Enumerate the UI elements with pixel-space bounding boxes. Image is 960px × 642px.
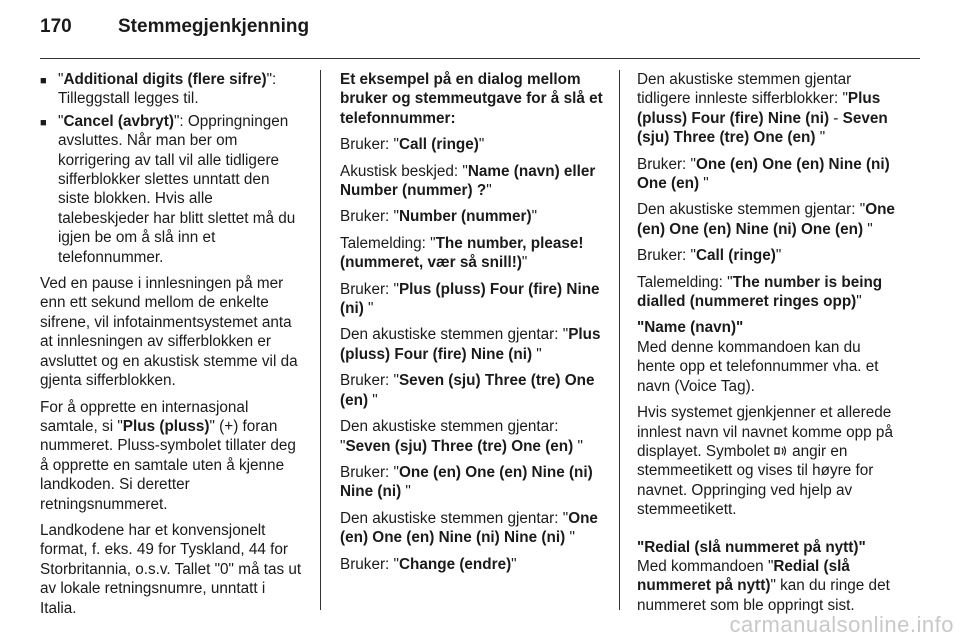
dialog-line [340, 509, 606, 548]
paragraph: Landkodene har et konvensjonelt format, f. eks. 49 for Tyskland, 44 for Storbritannia, o.s.v. Tallet "0" må tas ut av lokale retningsnumre, unntatt i Italia. [40, 521, 302, 617]
text: Bruker: " [637, 155, 696, 173]
text: " [856, 293, 862, 311]
text: Bruker: " [637, 247, 696, 265]
dialog-line [340, 371, 606, 410]
command-name: The number, please! (nummeret, vær så snill!) [340, 234, 584, 272]
column-divider [320, 70, 321, 610]
text: ": Tilleggstall legges til. [58, 71, 277, 108]
command-name: Call (ringe) [695, 247, 776, 265]
command-name: Cancel (avbryt) [63, 112, 174, 130]
paragraph [40, 398, 302, 514]
text: " [368, 391, 378, 409]
command-name: Redial (slå nummeret på nytt) [637, 557, 850, 595]
text: For å opprette en internasjonal samtale, si " [40, 398, 249, 435]
dialog-line [340, 162, 606, 201]
text: angir en stemmeetikett og vises til høyre for navnet. Oppringing ved hjelp av stemmeetikett. [637, 442, 874, 519]
text: Med kommandoen " [637, 557, 774, 575]
command-name: Additional digits (flere sifre) [63, 71, 267, 88]
command-name: Seven (sju) Three (tre) One (en) [637, 109, 888, 147]
command-name: Number (nummer) [398, 208, 532, 226]
dialog-line [637, 200, 901, 239]
text: Akustisk beskjed: " [340, 162, 468, 180]
column-2 [340, 70, 606, 581]
dialog-line [340, 325, 606, 364]
command-name: Plus (pluss) Four (fire) Nine (ni) [340, 326, 601, 363]
text: " [531, 208, 538, 226]
watermark: carmanualsonline.info [729, 612, 954, 637]
text: ": Oppringningen avsluttes. Når man ber om korrigering av tall vil alle tidligere sifferblokker slettes unntatt den siste blokken. Hvis alle talebeskjeder har blitt slettet må du igjen be om å slå inn et telefonnummer. [58, 112, 296, 266]
text: - [829, 109, 843, 127]
dialog-line [637, 246, 901, 265]
paragraph: Ved en pause i innlesningen på mer enn ett sekund mellom de enkelte sifrene, vil infotainmentsystemet anta at innlesningen av sifferblokken er avsluttet og en akustisk stemme vil da gjenta sifferblokken. [40, 275, 298, 390]
text: " [565, 529, 575, 547]
text: Den akustiske stemmen gjentar: " [340, 509, 569, 527]
paragraph [637, 557, 901, 615]
dialog-line [340, 555, 606, 574]
text: " [532, 345, 542, 363]
dialog-line [637, 155, 901, 194]
dialog-line [340, 135, 606, 154]
paragraph [637, 70, 901, 148]
dialog-line [637, 273, 901, 312]
text: Den akustiske stemmen gjentar: " [637, 201, 866, 219]
command-name: One (en) One (en) Nine (ni) Nine (ni) [340, 463, 593, 501]
text: " [478, 136, 485, 154]
header-rule [40, 58, 920, 59]
command-name: Plus (pluss) Four (fire) Nine (ni) [340, 280, 600, 318]
text: Bruker: " [340, 208, 399, 226]
paragraph: Med denne kommandoen kan du hente opp et telefonnummer vha. et navn (Voice Tag). [637, 338, 879, 395]
text: Den akustiske stemmen gjentar: " [340, 418, 559, 455]
text: " [815, 129, 826, 147]
text: Den akustiske stemmen gjentar: " [340, 326, 569, 344]
text: Talemelding: " [340, 234, 436, 252]
text: " (+) foran nummeret. Pluss-symbolet tillater deg å opprette en samtale uten å kjenne landkoden. Si deretter retningsnummeret. [40, 417, 296, 513]
bullet-item [40, 70, 302, 109]
command-name: Seven (sju) Three (tre) One (en) [340, 372, 595, 409]
text: " [58, 71, 64, 88]
command-name: Plus (pluss) Four (fire) Nine (ni) [637, 90, 881, 127]
dialog-line [340, 280, 606, 319]
text: " [401, 483, 411, 501]
text: Hvis systemet gjenkjenner et allerede innlest navn vil navnet komme opp på displayet. Symbolet [637, 404, 893, 460]
text: " [521, 254, 528, 272]
text: Bruker: " [340, 555, 399, 573]
text: " [863, 220, 873, 238]
text: " [58, 112, 64, 130]
command-name: Change (endre) [398, 555, 512, 573]
command-name: The number is being dialled (nummeret ringes opp) [637, 273, 883, 311]
text: Bruker: " [340, 136, 399, 154]
text: " [363, 300, 374, 318]
page-title: Stemmegjenkjenning [118, 16, 310, 37]
column-3 [637, 70, 901, 622]
dialog-line [340, 234, 606, 273]
command-name: Call (ringe) [398, 136, 479, 154]
dialog-lines [637, 155, 901, 312]
text: " [699, 175, 709, 193]
text: " [486, 182, 492, 200]
section-heading: "Redial (slå nummeret på nytt)" [637, 538, 866, 556]
dialog-lines [340, 135, 606, 574]
bullet-square-icon: ■ [40, 75, 47, 87]
text: Bruker: " [340, 372, 399, 390]
text: Talemelding: " [637, 273, 733, 291]
voice-tag-icon [774, 445, 788, 457]
section-heading: "Name (navn)" [637, 319, 744, 337]
text: " [775, 247, 782, 265]
command-name: Plus (pluss) [122, 417, 210, 435]
dialog-line [340, 207, 606, 226]
text: " [573, 437, 583, 455]
dialog-line [340, 463, 606, 502]
text: " kan du ringe det nummeret som ble oppringt sist. [637, 577, 890, 614]
page-number: 170 [40, 16, 72, 37]
command-name: One (en) One (en) Nine (ni) One (en) [637, 201, 895, 238]
bullet-square-icon: ■ [40, 116, 47, 129]
section-heading: Et eksempel på en dialog mellom bruker og stemmeutgave for å slå et telefonnummer: [340, 71, 603, 127]
text: " [511, 555, 517, 573]
paragraph [637, 403, 901, 519]
text: Bruker: " [340, 280, 399, 298]
page-header [40, 16, 309, 50]
text: Den akustiske stemmen gjentar tidligere innleste sifferblokker: " [637, 71, 852, 108]
column-1 [40, 70, 302, 625]
command-name: One (en) One (en) Nine (ni) One (en) [637, 155, 890, 193]
command-name: One (en) One (en) Nine (ni) Nine (ni) [340, 509, 598, 547]
column-divider [619, 70, 620, 610]
command-name: Seven (sju) Three (tre) One (en) [345, 437, 574, 455]
bullet-item [40, 112, 302, 267]
text: Bruker: " [340, 463, 399, 481]
command-name: Name (navn) eller Number (nummer) ? [340, 162, 596, 200]
dialog-line [340, 417, 606, 456]
